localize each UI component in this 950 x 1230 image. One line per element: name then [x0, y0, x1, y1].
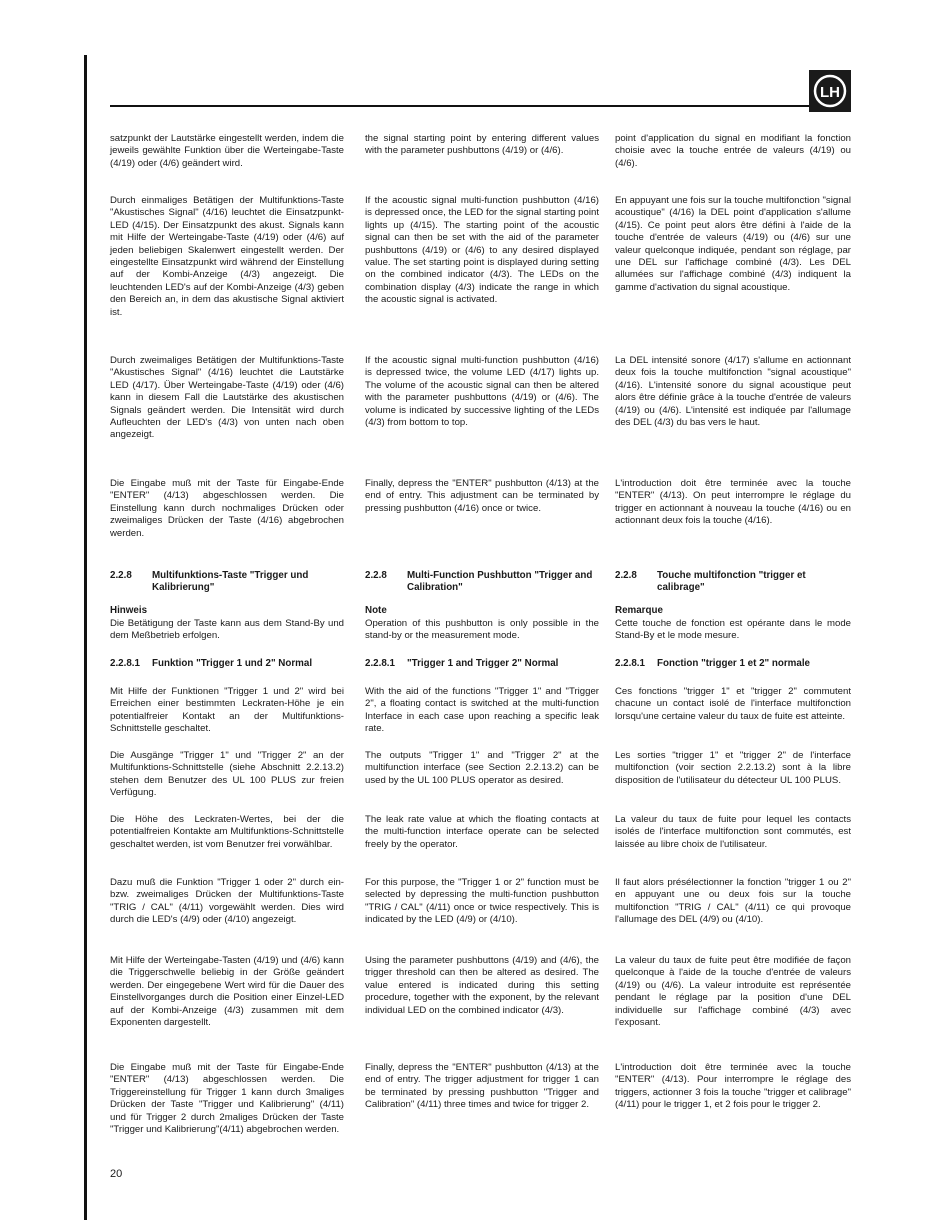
paragraph: The outputs "Trigger 1" and "Trigger 2" at the multifunction interface (see Section 2.2.13.2) can be used by the UL 100 PLUS operator as desired. — [365, 750, 599, 786]
paragraph: Using the parameter pushbuttons (4/19) and (4/6), the trigger threshold can then be altered as desired. The value entered is indicated during this setting procedure, together with the exponent, by the relevant individual LED on the combined indicator (4/3). — [365, 955, 599, 1016]
section-number: 2.2.8 — [110, 570, 132, 581]
paragraph: point d'application du signal en modifiant la fonction choisie avec la touche entrée de valeurs (4/19) ou (4/6). — [615, 133, 851, 169]
note-title: Hinweis — [110, 605, 148, 616]
paragraph: Les sorties "trigger 1" et "trigger 2" de l'interface multifonction (voir section 2.2.13.2) sont à la libre disposition de l'utilisateur du détecteur UL 100 PLUS. — [615, 750, 851, 786]
paragraph: Il faut alors présélectionner la fonction "trigger 1 ou 2" en appuyant une ou deux fois sur la touche multifonction "TRIG / CAL" (4/11) ce qui provoque l'allumage des DEL (4/9) ou (4/10). — [615, 877, 851, 926]
note-text: Die Betätigung der Taste kann aus dem Stand-By und dem Meßbetrieb erfolgen. — [110, 618, 344, 642]
paragraph: Die Eingabe muß mit der Taste für Eingabe-Ende "ENTER" (4/13) abgeschlossen werden. Die Triggereinstellung für Trigger 1 kann durch 3maliges Drücken der Taste "Trigger und Kalibrierung" (4/11) und für Trigger 2 durch 2maliges Drücken der Taste "Trigger und Kalibrierung"(4/11) abgebrochen werden. — [110, 1062, 344, 1136]
paragraph: L'introduction doit être terminée avec la touche "ENTER" (4/13). On peut interrompre le réglage du trigger en actionnant à nouveau la touche (4/16) ou en actionnant deux fois la touche (4/16). — [615, 478, 851, 527]
section-title: Touche multifonction "trigger et calibrage" — [657, 570, 806, 594]
paragraph: La valeur du taux de fuite peut être modifiée de façon quelconque à l'aide de la touche d'entrée de valeurs (4/19) ou (4/6). La valeur introduite est représentée pendant le réglage par la position d'une DEL individuelle sur l'affichage combiné (4/3) avec l'exposant. — [615, 955, 851, 1029]
paragraph: Mit Hilfe der Funktionen "Trigger 1 und 2" wird bei Erreichen einer bestimmten Leckraten-Höhe je ein potentialfreier Kontakt an der Multifunktions-Schnittstelle geschaltet. — [110, 686, 344, 735]
paragraph: Durch einmaliges Betätigen der Multifunktions-Taste "Akustisches Signal" (4/16) leuchtet die Einsatzpunkt-LED (4/15). Der Einsatzpunkt des akust. Signals kann mit Hilfe der Werteingabe-Taste (4/19) oder (4/6) auf jeden beliebigen Skalenwert eingestellt werden. Der eingestellte Einsatzpunkt wird während der Einstellung auf der Kombi-Anzeige (4/3) angezeigt. Die leuchtenden LED's auf der Kombi-Anzeige (4/3) geben den Bereich an, in dem das akustische Signal aktiviert ist. — [110, 195, 344, 318]
paragraph: Mit Hilfe der Werteingabe-Tasten (4/19) und (4/6) kann die Triggerschwelle beliebig in der Größe geändert werden. Der eingegebene Wert wird für die Dauer des Einstellvorganges durch die Position einer Einzel-LED auf der Kombi-Anzeige (4/3) zusammen mit dem Exponenten dargestellt. — [110, 955, 344, 1029]
section-title: Multi-Function Pushbutton "Trigger and Calibration" — [407, 570, 593, 594]
paragraph: With the aid of the functions "Trigger 1" and "Trigger 2", a floating contact is switched at the multi-function Interface in each case upon reaching a specific leak rate. — [365, 686, 599, 735]
paragraph: Dazu muß die Funktion "Trigger 1 oder 2" durch ein- bzw. zweimaliges Drücken der Multifunktions-Taste "TRIG / CAL" (4/11) vorgewählt werden. Dies wird durch die LED's (4/9) oder (4/10) angezeigt. — [110, 877, 344, 926]
paragraph: Die Höhe des Leckraten-Wertes, bei der die potentialfreien Kontakte am Multifunktions-Schnittstelle geschaltet werden, ist vom Benutzer frei vorwählbar. — [110, 814, 344, 850]
subsection-heading — [110, 658, 344, 670]
paragraph: Die Eingabe muß mit der Taste für Eingabe-Ende "ENTER" (4/13) abgeschlossen werden. Die Einstellung kann durch nochmaliges Drücken oder zweimaliges Drücken der Taste (4/16) abgebrochen werden. — [110, 478, 344, 539]
paragraph: Durch zweimaliges Betätigen der Multifunktions-Taste "Akustisches Signal" (4/16) leuchtet die Lautstärke LED (4/17). Über Werteingabe-Taste (4/19) oder (4/6) kann in diesem Fall die Lautstärke des akustischen Signals geändert werden. Die Intensität wird durch Aufleuchten der LED's (4/3) von unten nach oben angezeigt. — [110, 355, 344, 441]
paragraph: the signal starting point by entering different values with the parameter pushbuttons (4/19) or (4/6). — [365, 133, 599, 157]
paragraph: If the acoustic signal multi-function pushbutton (4/16) is depressed once, the LED for the signal starting point lights up (4/15). The starting point of the acoustic signal can then be set with the aid of the parameter pushbuttons (4/19) or (4/6) to any desired displayed value. The set starting point is displayed during setting on the combined indicator (4/3). The LEDs on the combination display (4/3) indicate the range in which the acoustic signal is activated. — [365, 195, 599, 306]
paragraph: En appuyant une fois sur la touche multifonction "signal acoustique" (4/16) la DEL point d'application s'allume (4/15). Ce point peut alors être défini à l'aide de la touche d'entrée de valeurs (4/19) ou (4/6) sur une valeur quelconque indiquée, pendant son réglage, par une DEL sur l'affichage combiné (4/3). Les DEL allumées sur l'affichage combiné (4/3) indiquent la gamme d'activation du signal acoustique. — [615, 195, 851, 293]
section-heading — [615, 570, 851, 595]
paragraph: The leak rate value at which the floating contacts at the multi-function interface operate can be selected freely by the operator. — [365, 814, 599, 850]
section-heading — [110, 570, 344, 595]
section-heading — [365, 570, 599, 595]
note-title: Remarque — [615, 605, 663, 616]
subsection-title: "Trigger 1 and Trigger 2" Normal — [407, 658, 559, 669]
section-number: 2.2.8 — [365, 570, 387, 581]
paragraph: Finally, depress the "ENTER" pushbutton (4/13) at the end of entry. The trigger adjustment for trigger 1 can be terminated by pressing pushbutton "Trigger and Calibration" (4/11) three times and twice for trigger 2. — [365, 1062, 599, 1111]
subsection-title: Fonction "trigger 1 et 2" normale — [657, 658, 810, 669]
paragraph: La DEL intensité sonore (4/17) s'allume en actionnant deux fois la touche multifonction "signal acoustique" (4/16). L'intensité sonore du signal acoustique peut alors être définie grâce à la touche d'entrée de valeurs (4/19) ou (4/6). L'intensité est indiquée par l'allumage des DEL (4/3) du bas vers le haut. — [615, 355, 851, 429]
paragraph: L'introduction doit être terminée avec la touche "ENTER" (4/13). Pour interrompre le réglage des triggers, actionner 3 fois la touche "trigger et calibrage" (4/11) pour le trigger 1, et 2 fois pour le trigger 2. — [615, 1062, 851, 1111]
section-number: 2.2.8 — [615, 570, 637, 581]
binding-edge — [84, 55, 87, 1220]
note-title: Note — [365, 605, 387, 616]
svg-text:LH: LH — [820, 84, 840, 101]
note-text: Cette touche de fonction est opérante dans le mode Stand-By et le mode mesure. — [615, 618, 851, 642]
paragraph: La valeur du taux de fuite pour lequel les contacts isolés de l'interface multifonction sont commutés, est laissée au libre choix de l'utilisateur. — [615, 814, 851, 850]
page-number: 20 — [110, 1168, 123, 1180]
paragraph: satzpunkt der Lautstärke eingestellt werden, indem die jeweils gewählte Funktion über die Werteingabe-Taste (4/19) oder (4/6) geändert wird. — [110, 133, 344, 169]
paragraph: Ces fonctions "trigger 1" et "trigger 2" commutent chacune un contact isolé de l'interface multifonction lorsqu'une certaine valeur du taux de fuite est atteinte. — [615, 686, 851, 722]
paragraph: For this purpose, the "Trigger 1 or 2" function must be selected by depressing the multi-function pushbutton "TRIG / CAL" (4/11) once or twice respectively. This is indicated by the LED (4/9) or (4/10). — [365, 877, 599, 926]
column-french — [615, 0, 851, 1230]
note-text: Operation of this pushbutton is only possible in the stand-by or the measurement mode. — [365, 618, 599, 642]
paragraph: Finally, depress the "ENTER" pushbutton (4/13) at the end of entry. This adjustment can be terminated by pressing pushbutton (4/16) once or twice. — [365, 478, 599, 514]
section-title: Multifunktions-Taste "Trigger und Kalibrierung" — [152, 570, 309, 594]
subsection-number: 2.2.8.1 — [110, 658, 140, 669]
paragraph: If the acoustic signal multi-function pushbutton (4/16) is depressed twice, the volume LED (4/17) lights up. The volume of the acoustic signal can then be altered with the parameter pushbuttons (4/19) or (4/6). The volume is indicated by successive lighting of the LEDs (4/3) from bottom to top. — [365, 355, 599, 429]
subsection-number: 2.2.8.1 — [615, 658, 645, 669]
subsection-number: 2.2.8.1 — [365, 658, 395, 669]
subsection-title: Funktion "Trigger 1 und 2" Normal — [152, 658, 313, 669]
subsection-heading — [365, 658, 599, 670]
paragraph: Die Ausgänge "Trigger 1" und "Trigger 2" an der Multifunktions-Schnittstelle (siehe Abschnitt 2.2.13.2) stehen dem Benutzer des UL 100 PLUS zur freien Verfügung. — [110, 750, 344, 799]
subsection-heading — [615, 658, 851, 670]
